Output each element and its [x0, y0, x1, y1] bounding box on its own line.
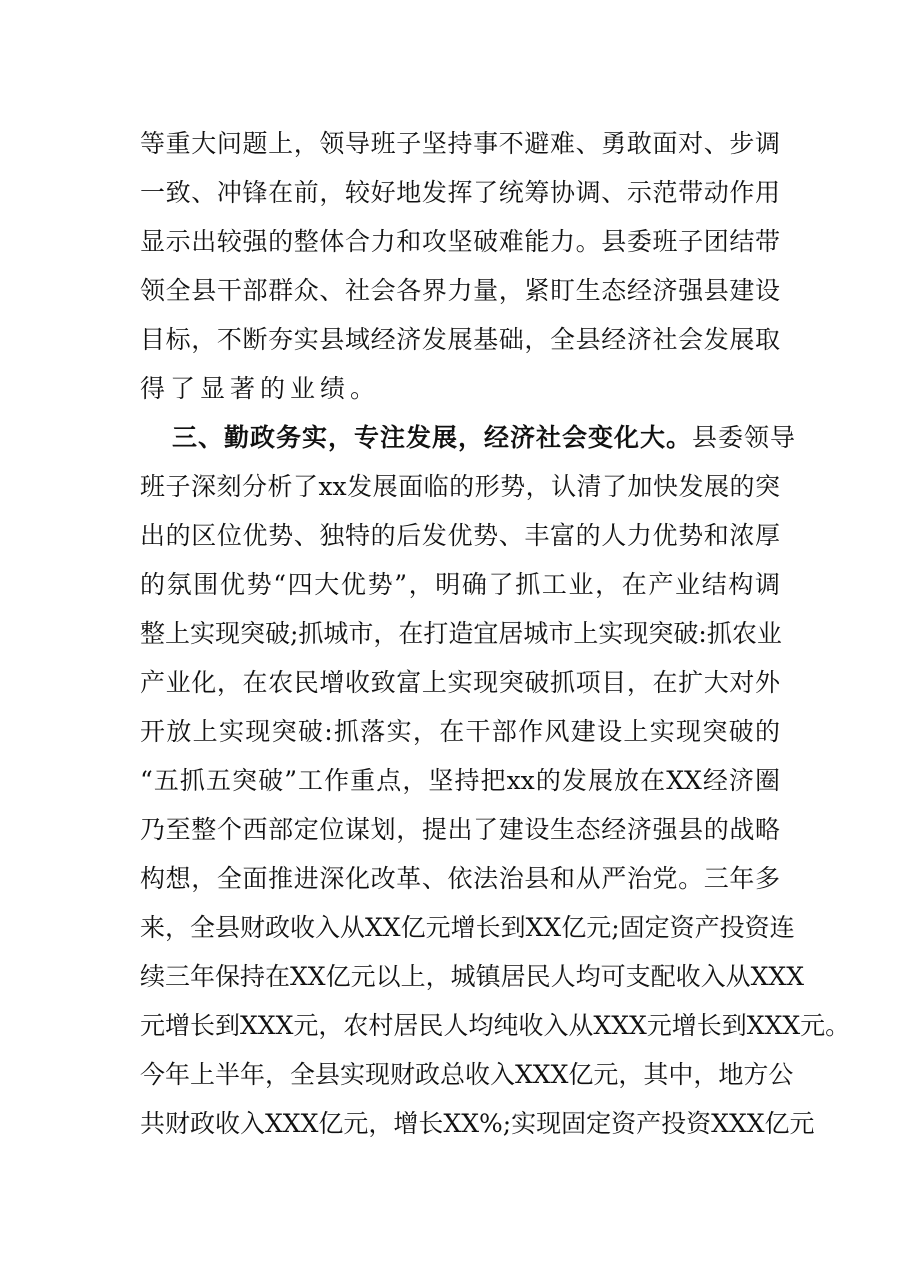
paragraph-2-line-11: 来，全县财政收入从XX亿元增长到XX亿元;固定资产投资连 — [140, 913, 795, 942]
paragraph-1-line-3: 显示出较强的整体合力和攻坚破难能力。县委班子团结带 — [140, 227, 780, 256]
paragraph-2-first-line-rest: 县委领导 — [692, 423, 797, 452]
paragraph-2-line-12: 续三年保持在XX亿元以上，城镇居民人均可支配收入从XXX — [140, 962, 804, 991]
paragraph-2-line-15: 共财政收入XXX亿元，增长XX%;实现固定资产投资XXX亿元 — [140, 1109, 815, 1138]
paragraph-2-line-10: 构想，全面推进深化改革、依法治县和从严治党。三年多 — [140, 864, 780, 893]
paragraph-2-first-line — [172, 420, 797, 456]
paragraph-2-line-5: 整上实现突破;抓城市，在打造宜居城市上实现突破:抓农业 — [140, 619, 782, 648]
paragraph-1-line-5: 目标，不断夯实县域经济发展基础，全县经济社会发展取 — [140, 325, 780, 354]
paragraph-2-line-2: 班子深刻分析了xx发展面临的形势，认清了加快发展的突 — [140, 472, 780, 501]
paragraph-1-line-2: 一致、冲锋在前，较好地发挥了统筹协调、示范带动作用 — [140, 178, 780, 207]
paragraph-2-line-7: 开放上实现突破:抓落实，在干部作风建设上实现突破的 — [140, 717, 780, 746]
paragraph-1-line-4: 领全县干部群众、社会各界力量，紧盯生态经济强县建设 — [140, 276, 780, 305]
paragraph-2-line-13: 元增长到XXX元，农村居民人均纯收入从XXX元增长到XXX元。 — [140, 1011, 851, 1040]
paragraph-2-line-9: 乃至整个西部定位谋划，提出了建设生态经济强县的战略 — [140, 815, 780, 844]
paragraph-2-line-3: 出的区位优势、独特的后发优势、丰富的人力优势和浓厚 — [140, 521, 780, 550]
paragraph-1-line-6: 得了显著的业绩。 — [140, 374, 381, 403]
paragraph-2-line-14: 今年上半年，全县实现财政总收入XXX亿元，其中，地方公 — [140, 1060, 794, 1089]
paragraph-2-line-4: 的氛围优势“四大优势”，明确了抓工业，在产业结构调 — [140, 570, 780, 599]
section-heading: 三、勤政务实，专注发展，经济社会变化大。 — [172, 423, 693, 452]
paragraph-2-line-8: “五抓五突破”工作重点，坚持把xx的发展放在XX经济圈 — [140, 766, 780, 795]
paragraph-1-line-1: 等重大问题上，领导班子坚持事不避难、勇敢面对、步调 — [140, 129, 780, 158]
paragraph-2-line-6: 产业化，在农民增收致富上实现突破抓项目，在扩大对外 — [140, 668, 780, 697]
